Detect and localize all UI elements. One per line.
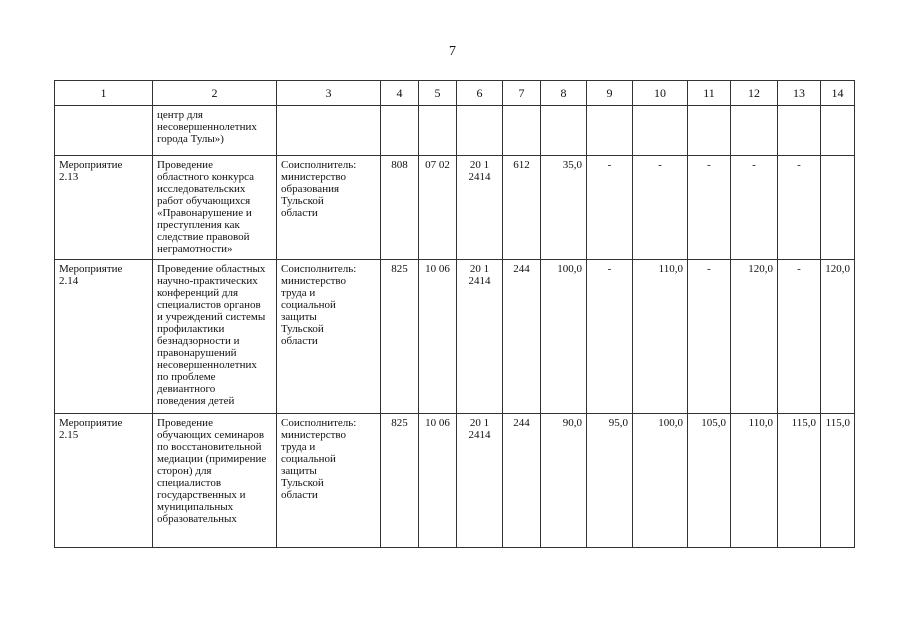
data-table [54,80,855,548]
column-header: 11 [688,81,731,106]
table-cell [821,106,855,156]
table-cell [821,156,855,260]
table-cell: - [778,156,821,260]
table-cell [381,106,419,156]
table-cell: 808 [381,156,419,260]
table-cell: 35,0 [541,156,587,260]
table-cell: 20 1 2414 [457,156,503,260]
table-cell: 100,0 [633,414,688,548]
table-cell: 90,0 [541,414,587,548]
table-cell: 120,0 [731,260,778,414]
column-header: 1 [55,81,153,106]
column-header: 6 [457,81,503,106]
table-cell: 10 06 [419,414,457,548]
table-cell [778,106,821,156]
column-header: 2 [153,81,277,106]
table-cell: 120,0 [821,260,855,414]
column-header: 10 [633,81,688,106]
table-cell: 100,0 [541,260,587,414]
header-row [55,81,855,106]
description-cell: Проведение областного конкурса исследовательских работ обучающихся «Правонарушение и преступления как следствие правовой неграмотности» [153,156,277,260]
table-row [55,260,855,414]
table-row [55,156,855,260]
table-cell: - [587,260,633,414]
table-cell [633,106,688,156]
table-cell: 105,0 [688,414,731,548]
table-cell: 95,0 [587,414,633,548]
table-cell [731,106,778,156]
table-cell: 244 [503,414,541,548]
table-cell: 825 [381,414,419,548]
table-cell: 10 06 [419,260,457,414]
column-header: 7 [503,81,541,106]
table-cell: - [688,260,731,414]
table-cell: 20 1 2414 [457,414,503,548]
table-cell [587,106,633,156]
table-cell: 110,0 [633,260,688,414]
table-cell: - [587,156,633,260]
column-header: 5 [419,81,457,106]
table-cell [541,106,587,156]
table-cell: - [731,156,778,260]
executor-cell: Соисполнитель: министерство труда и социальной защиты Тульской области [277,260,381,414]
table-row [55,414,855,548]
table-cell: 20 1 2414 [457,260,503,414]
table-cell: 825 [381,260,419,414]
table-cell [503,106,541,156]
executor-cell [277,106,381,156]
page-number: 7 [449,44,456,59]
measure-cell [55,106,153,156]
description-cell: центр для несовершеннолетних города Тулы») [153,106,277,156]
table-cell [419,106,457,156]
table-cell [457,106,503,156]
column-header: 4 [381,81,419,106]
description-cell: Проведение обучающих семинаров по восстановительной медиации (примирение сторон) для специалистов государственных и муниципальных образовательных [153,414,277,548]
table-cell: 115,0 [778,414,821,548]
executor-cell: Соисполнитель: министерство образования Тульской области [277,156,381,260]
table-cell: - [633,156,688,260]
column-header: 3 [277,81,381,106]
measure-cell: Мероприятие 2.14 [55,260,153,414]
column-header: 14 [821,81,855,106]
table-cell [688,106,731,156]
table-cell: 244 [503,260,541,414]
column-header: 8 [541,81,587,106]
table-cell: - [778,260,821,414]
column-header: 12 [731,81,778,106]
description-cell: Проведение областных научно-практических конференций для специалистов органов и учреждений системы профилактики безнадзорности и правонарушений несовершеннолетних по проблеме девиантного поведения детей [153,260,277,414]
measure-cell: Мероприятие 2.15 [55,414,153,548]
column-header: 9 [587,81,633,106]
table-cell: 115,0 [821,414,855,548]
table-cell: 110,0 [731,414,778,548]
column-header: 13 [778,81,821,106]
table-cell: 07 02 [419,156,457,260]
table-row [55,106,855,156]
table-cell: 612 [503,156,541,260]
table-cell: - [688,156,731,260]
measure-cell: Мероприятие 2.13 [55,156,153,260]
executor-cell: Соисполнитель: министерство труда и социальной защиты Тульской области [277,414,381,548]
